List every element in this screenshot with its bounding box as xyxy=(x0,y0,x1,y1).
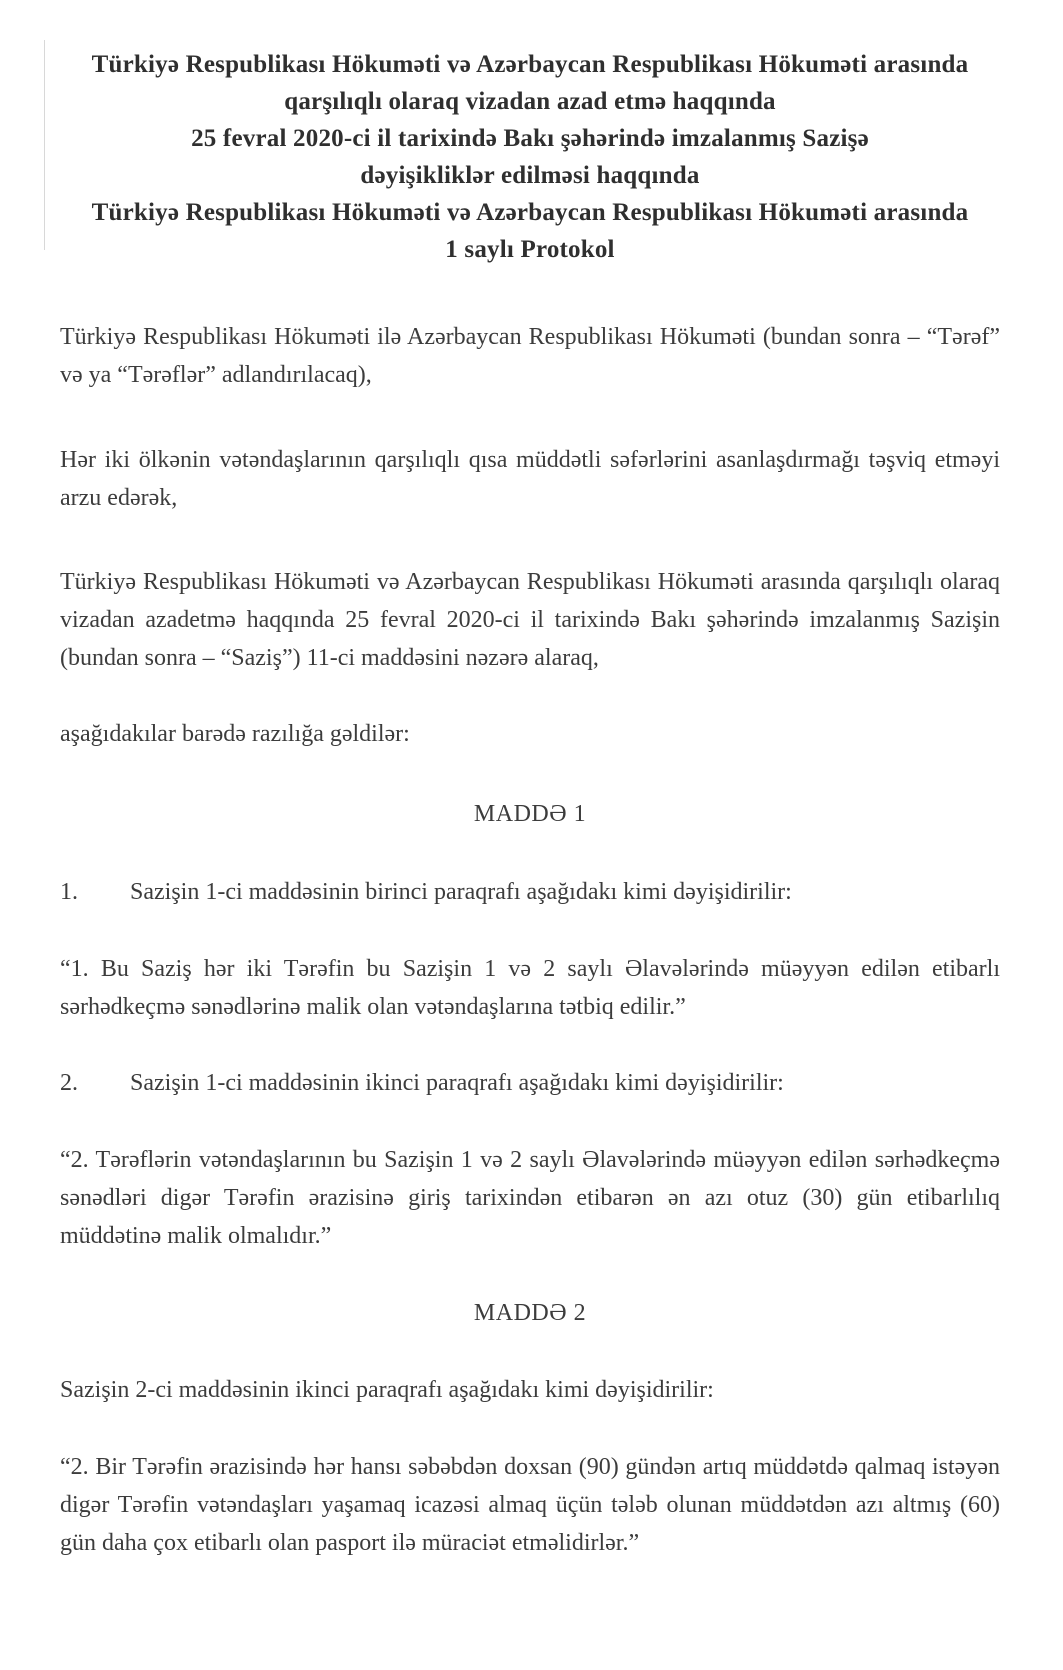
article-1-item-2-quote: “2. Tərəflərin vətəndaşlarının bu Sazişin 1 və 2 saylı Əlavələrində müəyyən edilən sərhədkeçmə sənədləri digər Tərəfin ərazisinə giriş tarixindən etibarən ən azı otuz (30) gün etibarlılıq müddətinə malik olmalıdır.” xyxy=(60,1147,1000,1249)
title-line-4: dəyişikliklər edilməsi haqqında xyxy=(360,162,700,189)
article-2-heading: MADDƏ 2 xyxy=(473,1300,587,1326)
title-line-2: qarşılıqlı olaraq vizadan azad etmə haqqında xyxy=(284,88,776,115)
item-text: Sazişin 1-ci maddəsinin ikinci paraqrafı aşağıdakı kimi dəyişidirilir: xyxy=(130,1070,784,1096)
item-number: 2. xyxy=(60,1070,78,1096)
item-number: 1. xyxy=(60,879,78,905)
title-line-6: 1 saylı Protokol xyxy=(445,236,615,263)
title-line-1: Türkiyə Respublikası Hökuməti və Azərbaycan Respublikası Hökuməti arasında xyxy=(91,51,969,78)
scan-margin-line xyxy=(44,40,45,250)
article-2-intro: Sazişin 2-ci maddəsinin ikinci paraqrafı aşağıdakı kimi dəyişidirilir: xyxy=(60,1377,714,1403)
article-1-item-2 xyxy=(60,1068,1000,1098)
article-2-quote: “2. Bir Tərəfin ərazisində hər hansı səbəbdən doxsan (90) gündən artıq müddətdə qalmaq istəyən digər Tərəfin vətəndaşları yaşamaq icazəsi almaq üçün tələb olunan müddətdən azı altmış (60) gün daha çox etibarlı olan pasport ilə müraciət etməlidirlər.” xyxy=(60,1454,1000,1556)
item-text: Sazişin 1-ci maddəsinin birinci paraqrafı aşağıdakı kimi dəyişidirilir: xyxy=(130,879,792,905)
title-line-3: 25 fevral 2020-ci il tarixində Bakı şəhərində imzalanmış Sazişə xyxy=(191,125,869,152)
preamble-parties: Türkiyə Respublikası Hökuməti ilə Azərbaycan Respublikası Hökuməti (bundan sonra – “Tərəf” və ya “Tərəflər” adlandırılacaq), xyxy=(60,324,1000,388)
article-1-item-1-quote: “1. Bu Saziş hər iki Tərəfin bu Sazişin 1 və 2 saylı Əlavələrində müəyyən edilən etibarlı sərhədkeçmə sənədlərinə malik olan vətəndaşlarına tətbiq edilir.” xyxy=(60,956,1000,1020)
article-1-heading: MADDƏ 1 xyxy=(473,801,587,827)
title-line-5: Türkiyə Respublikası Hökuməti və Azərbaycan Respublikası Hökuməti arasında xyxy=(91,199,969,226)
article-1-item-1 xyxy=(60,877,1000,907)
preamble-purpose: Hər iki ölkənin vətəndaşlarının qarşılıqlı qısa müddətli səfərlərini asanlaşdırmağı təşviq etməyi arzu edərək, xyxy=(60,447,1000,511)
preamble-reference: Türkiyə Respublikası Hökuməti və Azərbaycan Respublikası Hökuməti arasında qarşılıqlı olaraq vizadan azadetmə haqqında 25 fevral 2020-ci il tarixində Bakı şəhərində imzalanmış Sazişin (bundan sonra – “Saziş”) 11-ci maddəsini nəzərə alaraq, xyxy=(60,569,1000,671)
document-title xyxy=(60,46,1000,268)
preamble-agreement: aşağıdakılar barədə razılığa gəldilər: xyxy=(60,721,410,747)
